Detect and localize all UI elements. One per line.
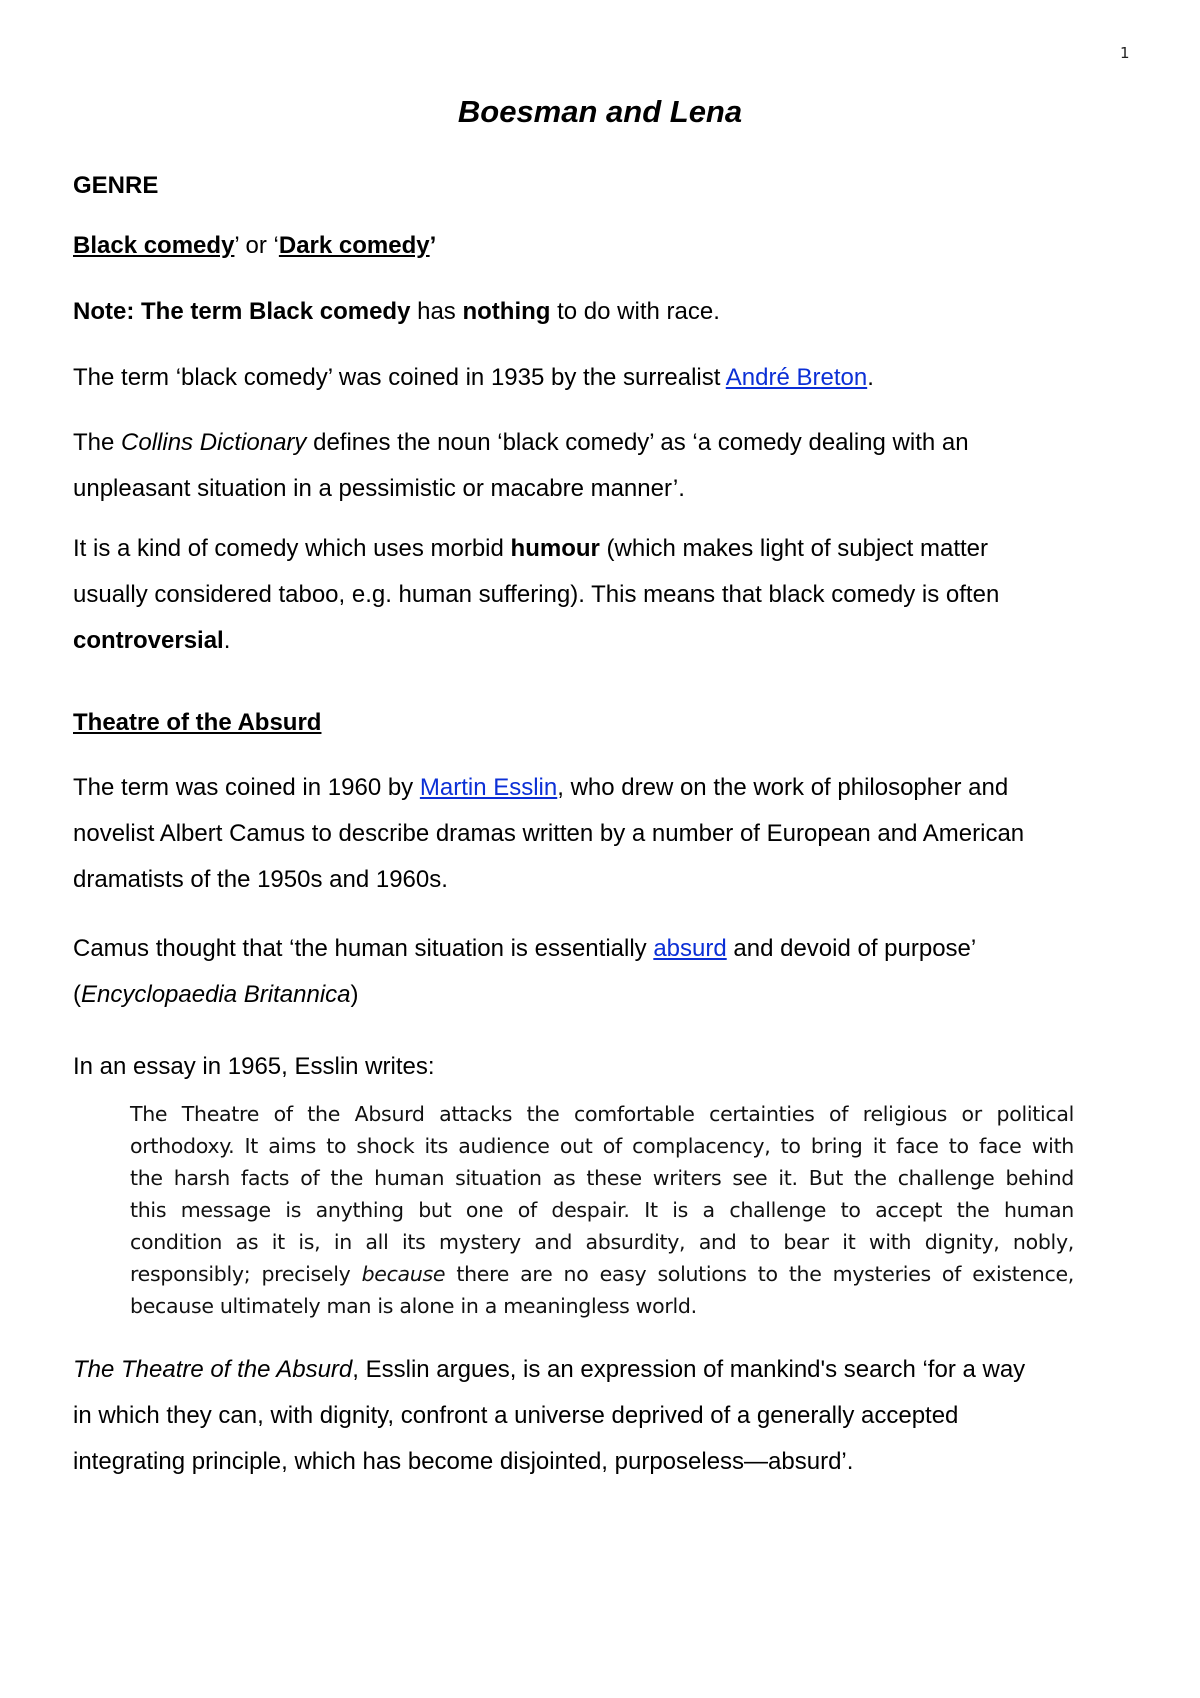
- camus-close-paren: ): [350, 981, 359, 1008]
- esslin-coined-paragraph: [73, 765, 1133, 903]
- absurd-heading: Theatre of the Absurd: [73, 709, 322, 736]
- humour-paragraph: [73, 526, 1133, 664]
- quote-line: this message is anything but one of despair. It is a challenge to accept the human: [130, 1198, 1074, 1222]
- quote-line-6-text-1: responsibly; precisely: [130, 1262, 362, 1286]
- quote-line: the harsh facts of the human situation as these writers see it. But the challenge behind: [130, 1166, 1074, 1190]
- quote-because-italic: because: [361, 1262, 446, 1286]
- humour-line-1-rest: (which makes light of subject matter: [599, 535, 989, 562]
- closing-italic-title: The Theatre of the Absurd: [73, 1356, 353, 1383]
- quote-line: The Theatre of the Absurd attacks the comfortable certainties of religious or political: [130, 1102, 1074, 1126]
- esslin-blockquote: [130, 1098, 1074, 1322]
- document-title: Boesman and Lena: [457, 94, 743, 129]
- dark-comedy-term: Dark comedy: [278, 232, 430, 259]
- black-comedy-term: Black comedy: [73, 232, 235, 259]
- essay-intro: In an essay in 1965, Esslin writes:: [73, 1053, 435, 1080]
- genre-line-or: ’ or ‘: [234, 232, 279, 259]
- collins-text-1: The: [73, 429, 122, 456]
- note-text-1: has: [410, 298, 463, 325]
- esslin-text-1: The term was coined in 1960 by: [73, 774, 420, 801]
- note-text-2: to do with race.: [550, 298, 720, 325]
- camus-paragraph: [73, 926, 1133, 1018]
- camus-line-1-rest: and devoid of purpose’: [726, 935, 977, 962]
- esslin-line-2: novelist Albert Camus to describe dramas written by a number of European and American: [73, 820, 1025, 847]
- quote-line-6-text-2: there are no easy solutions to the mysteries of existence,: [445, 1262, 1075, 1286]
- note-paragraph: [73, 289, 1133, 335]
- britannica-title: Encyclopaedia Britannica: [81, 981, 351, 1008]
- quote-line-6: [130, 1258, 1074, 1290]
- controversial-bold: controversial: [73, 627, 224, 654]
- page-number: 1: [1120, 44, 1130, 62]
- collins-dictionary-title: Collins Dictionary: [121, 429, 307, 456]
- coined-end: .: [867, 364, 874, 391]
- humour-bold: humour: [510, 535, 600, 562]
- genre-heading: GENRE: [73, 172, 159, 199]
- humour-end: .: [223, 627, 231, 654]
- collins-paragraph: [73, 420, 1133, 512]
- quote-line: orthodoxy. It aims to shock its audience out of complacency, to bring it face to face with: [130, 1134, 1074, 1158]
- absurd-link[interactable]: absurd: [653, 935, 727, 962]
- coined-text: The term ‘black comedy’ was coined in 1935 by the surrealist: [73, 364, 726, 391]
- closing-paragraph: [73, 1347, 1133, 1485]
- esslin-line-1-rest: , who drew on the work of philosopher and: [557, 774, 1009, 801]
- camus-open-paren: (: [73, 981, 81, 1008]
- humour-line-2: usually considered taboo, e.g. human suffering). This means that black comedy is often: [73, 581, 1000, 608]
- coined-paragraph: [73, 355, 1133, 401]
- collins-line-1-rest: defines the noun ‘black comedy’ as ‘a comedy dealing with an: [306, 429, 969, 456]
- note-bold-1: Note: The term Black comedy: [73, 298, 411, 325]
- quote-last-line: because ultimately man is alone in a meaningless world.: [130, 1294, 697, 1318]
- genre-line-quote: ’: [429, 232, 437, 259]
- quote-line: condition as it is, in all its mystery and absurdity, and to bear it with dignity, nobly,: [130, 1230, 1074, 1254]
- camus-text-1: Camus thought that ‘the human situation is essentially: [73, 935, 654, 962]
- closing-line-1-rest: , Esslin argues, is an expression of mankind's search ‘for a way: [352, 1356, 1026, 1383]
- closing-line-3: integrating principle, which has become disjointed, purposeless—absurd’.: [73, 1448, 854, 1475]
- note-bold-2: nothing: [462, 298, 551, 325]
- closing-line-2: in which they can, with dignity, confront a universe deprived of a generally accepted: [73, 1402, 959, 1429]
- collins-line-2: unpleasant situation in a pessimistic or macabre manner’.: [73, 475, 685, 502]
- genre-line: [73, 223, 1133, 269]
- humour-text-1: It is a kind of comedy which uses morbid: [73, 535, 511, 562]
- martin-esslin-link[interactable]: Martin Esslin: [419, 774, 558, 801]
- esslin-line-3: dramatists of the 1950s and 1960s.: [73, 866, 448, 893]
- andre-breton-link[interactable]: André Breton: [725, 364, 868, 391]
